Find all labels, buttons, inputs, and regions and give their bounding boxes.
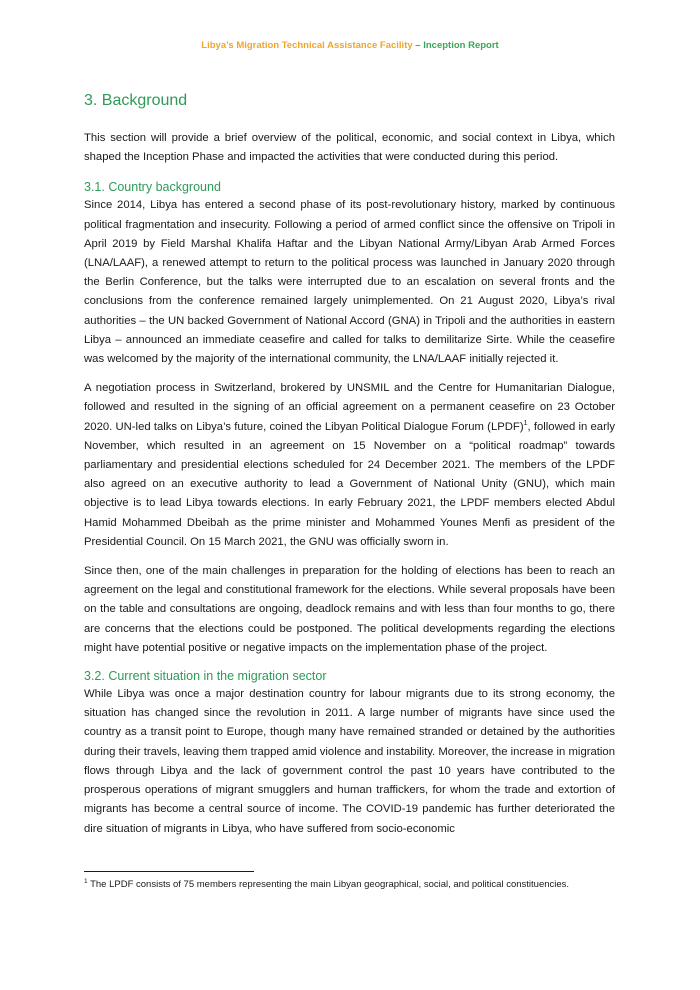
subsection-heading-migration-sector: 3.2. Current situation in the migration sector	[84, 669, 327, 684]
running-header	[0, 40, 700, 51]
paragraph-text: , followed in early November, which resulted in an agreement on 15 November on a “political roadmap” towards parliamentary and presidential elections scheduled for 24 December 2021. The members of the LPDF also agreed on an executive authority to lead a Government of National Unity (GNU), which main objective is to lead Libya towards elections. In early February 2021, the LPDF members elected Abdul Hamid Mohammed Dbeibah as the prime minister and Mohammed Younes Menfi as president of the Presidential Council. On 15 March 2021, the GNU was officially sworn in.	[84, 420, 615, 548]
paragraph-text: A negotiation process in Switzerland, brokered by UNSMIL and the Centre for Humanitarian Dialogue, followed and resulted in the signing of an official agreement on a permanent ceasefire on 23 October 2020. UN-led talks on Libya’s future, coined the Libyan Political Dialogue Forum (LPDF)	[84, 382, 615, 433]
main-content	[84, 90, 615, 839]
section-heading-background: 3. Background	[84, 92, 188, 109]
subsection-heading-country-background: 3.1. Country background	[84, 180, 221, 195]
footnote-reference: 1	[523, 419, 528, 427]
footnote-text: The LPDF consists of 75 members representing the main Libyan geographical, social, and political constituencies.	[87, 879, 570, 890]
footnote-separator	[84, 871, 254, 872]
header-subtitle: – Inception Report	[415, 40, 499, 51]
header-title: Libya’s Migration Technical Assistance Facility	[201, 40, 413, 51]
section-intro-paragraph: This section will provide a brief overview of the political, economic, and social context in Libya, which shaped the Inception Phase and impacted the activities that were conducted during this period.	[84, 132, 615, 164]
country-background-paragraph-1: Since 2014, Libya has entered a second phase of its post-revolutionary history, marked by continuous political fragmentation and insecurity. Following a period of armed conflict since the offensive on Tripoli in April 2019 by Field Marshal Khalifa Haftar and the Libyan National Army/Libyan Arab Armed Forces (LNA/LAAF), a renewed attempt to return to the political process was launched in January 2020 through the Berlin Conference, but the talks were interrupted due to an escalation on several fronts and the conclusions from the conference remained largely unimplemented. On 21 August 2020, Libya’s rival authorities – the UN backed Government of National Accord (GNA) in Tripoli and the authorities in eastern Libya – announced an immediate ceasefire and called for talks to demilitarize Sirte. While the ceasefire was welcomed by the majority of the international community, the LNA/LAAF initially rejected it.	[84, 199, 615, 366]
footnote	[84, 877, 615, 892]
footnote-number: 1	[84, 877, 88, 885]
country-background-paragraph-2	[84, 379, 615, 552]
migration-sector-paragraph-1: While Libya was once a major destination country for labour migrants due to its strong economy, the situation has changed since the revolution in 2011. A large number of migrants have since used the country as a transit point to Europe, though many have remained stranded or detained by the authorities during their travels, leaving them trapped amid violence and instability. Moreover, the increase in migration flows through Libya and the lack of government control the past 10 years have contributed to the prosperous operations of migrant smugglers and human traffickers, for whom the trade and extortion of migrants has become a central source of income. The COVID-19 pandemic has further deteriorated the dire situation of migrants in Libya, who have suffered from socio-economic	[84, 688, 615, 835]
country-background-paragraph-3: Since then, one of the main challenges in preparation for the holding of elections has been to reach an agreement on the legal and constitutional framework for the elections. While several proposals have been on the table and consultations are ongoing, deadlock remains and with less than four months to go, there are concerns that the elections could be postponed. The political developments regarding the elections might have potential positive or negative impacts on the implementation phase of the project.	[84, 565, 615, 654]
